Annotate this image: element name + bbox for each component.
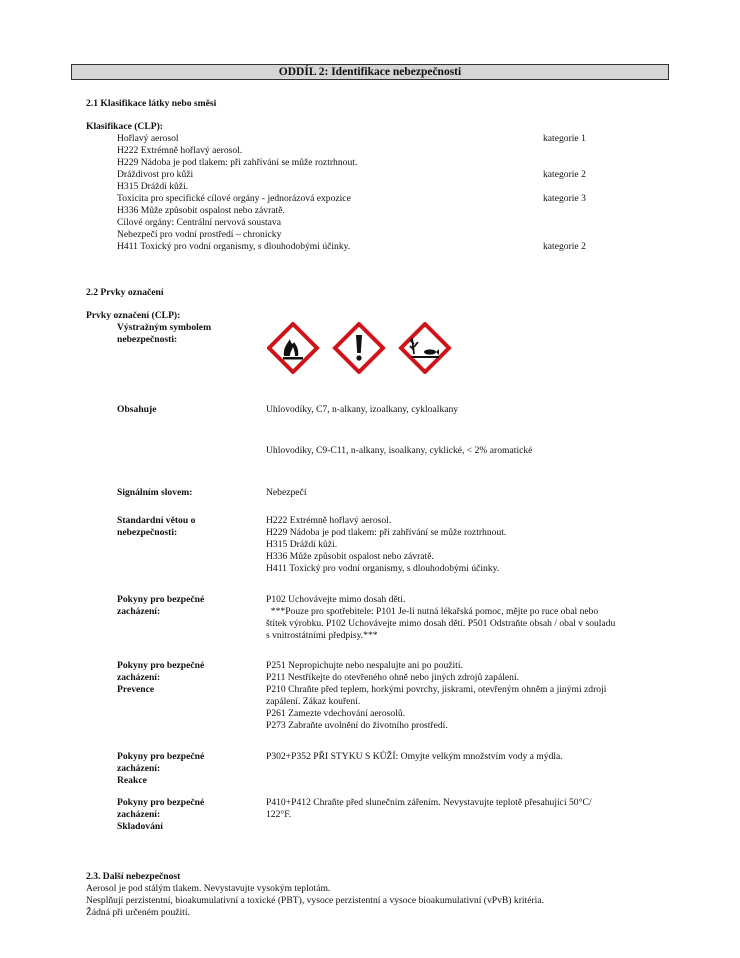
classification-row: H411 Toxický pro vodní organismy, s dlouhodobými účinky. [117,241,351,252]
statement-line: P210 Chraňte před teplem, horkými povrchy, jiskrami, otevřeným ohněm a jinými zdroji [266,684,607,695]
classification-row: H229 Nádoba je pod tlakem: při zahřívání se může roztrhnout. [117,157,358,168]
signal-value: Nebezpečí [266,487,307,498]
classification-row: Toxicita pro specifické cílové orgány - jednorázová expozice [117,193,351,204]
classification-list [117,133,357,253]
classification-row: H336 Může způsobit ospalost nebo závratě. [117,205,285,216]
label-line: Standardní větou o [117,515,196,526]
s21-title: 2.1 Klasifikace látky nebo směsi [86,98,217,109]
statement-line: štítek výrobku. P102 Uchovávejte mimo dosah dětí. P501 Odstraňte obsah / obal v souladu [266,618,616,629]
section-header: ODDÍL 2: Identifikace nebezpečnosti [71,64,669,80]
statement-line: P273 Zabraňte uvolnění do životního prostředí. [266,720,448,731]
classification-row: H315 Dráždí kůži. [117,181,189,192]
statement-line: 122°F. [266,809,292,820]
statement-line: H336 Může způsobit ospalost nebo závratě. [266,551,434,562]
statement-line: H315 Dráždí kůži. [266,539,338,550]
label-line: Reakce [117,775,147,786]
label-line: Pokyny pro bezpečné [117,594,205,605]
statement-line: zapálení. Zákaz kouření. [266,696,361,707]
hazard-label [117,515,195,539]
precaution-storage-label [117,797,204,833]
paragraph-line: Aerosol je pod stálým tlakem. Nevystavujte vysokým teplotám. [86,883,331,894]
statement-line: P211 Nestříkejte do otevřeného ohně nebo jiných zdrojů zapálení. [266,672,520,683]
paragraph-line: Žádná při určeném použití. [86,907,190,918]
statement-line: P102 Uchovávejte mimo dosah dětí. [266,594,406,605]
label-line: Výstražným symbolem [117,322,212,333]
precaution-response: P302+P352 PŘI STYKU S KŮŽÍ: Omyjte velkým množstvím vody a mýdla. [266,751,563,762]
statement-line: ***Pouze pro spotřebitele: P101 Je-li nutná lékařská pomoc, mějte po ruce obal nebo [266,606,599,617]
classification-row: H222 Extrémně hořlavý aerosol. [117,145,243,156]
hazard-statements [266,515,506,575]
precaution-storage [266,797,592,821]
label-line: nebezpečnosti: [117,334,178,345]
category-label: kategorie 2 [543,169,586,180]
precaution-general [266,594,615,642]
precaution-prevention [266,660,606,732]
category-label: kategorie 1 [543,133,586,144]
label-line: zacházení: [117,606,161,617]
label-line: Pokyny pro bezpečné [117,797,205,808]
flame-pictogram-icon [269,324,317,372]
hazard-pictograms [267,322,467,374]
label-line: Skladování [117,821,163,832]
s21-clp-heading: Klasifikace (CLP): [86,121,164,132]
statement-line: P261 Zamezte vdechování aerosolů. [266,708,406,719]
label-line: nebezpečnosti: [117,527,178,538]
label-line: Pokyny pro bezpečné [117,751,205,762]
classification-row: Cílové orgány: Centrální nervová soustava [117,217,281,228]
precaution-response-label [117,751,204,787]
label-line: zacházení: [117,672,161,683]
contains-value: Uhlovodíky, C9-C11, n-alkany, isoalkany, cyklické, < 2% aromatické [266,445,533,456]
classification-row: Hořlavý aerosol [117,133,179,144]
classification-row: Nebezpečí pro vodní prostředí – chronicky [117,229,282,240]
statement-line: s vnitrostátními předpisy.*** [266,630,378,641]
category-label: kategorie 2 [543,241,586,252]
paragraph-line: Nesplňují perzistentní, bioakumulativní a toxické (PBT), vysoce perzistentní a vysoce bioakumulativní (vPvB) kritéria. [86,895,544,906]
contains-label: Obsahuje [117,404,157,415]
s22-title: 2.2 Prvky označení [86,287,164,298]
label-line: zacházení: [117,809,161,820]
s22-clp-heading: Prvky označení (CLP): [86,310,181,321]
s23-text [86,883,544,919]
precaution-general-label [117,594,204,618]
symbol-label [117,322,211,346]
exclamation-pictogram-icon [335,324,383,372]
precaution-prevention-label [117,660,204,696]
environment-pictogram-icon [401,324,449,372]
statement-line: H229 Nádoba je pod tlakem: při zahřívání se může roztrhnout. [266,527,507,538]
s23-title: 2.3. Další nebezpečnost [86,871,181,882]
label-line: zacházení: [117,763,161,774]
statement-line: P410+P412 Chraňte před slunečním zářením. Nevystavujte teplotě přesahující 50°C/ [266,797,592,808]
label-line: Pokyny pro bezpečné [117,660,205,671]
signal-label: Signálním slovem: [117,487,193,498]
statement-line: H222 Extrémně hořlavý aerosol. [266,515,392,526]
classification-row: Dráždivost pro kůži [117,169,194,180]
contains-value: Uhlovodíky, C7, n-alkany, izoalkany, cykloalkany [266,404,459,415]
statement-line: H411 Toxický pro vodní organismy, s dlouhodobými účinky. [266,563,500,574]
category-label: kategorie 3 [543,193,586,204]
statement-line: P251 Nepropichujte nebo nespalujte ani po použití. [266,660,463,671]
label-line: Prevence [117,684,155,695]
